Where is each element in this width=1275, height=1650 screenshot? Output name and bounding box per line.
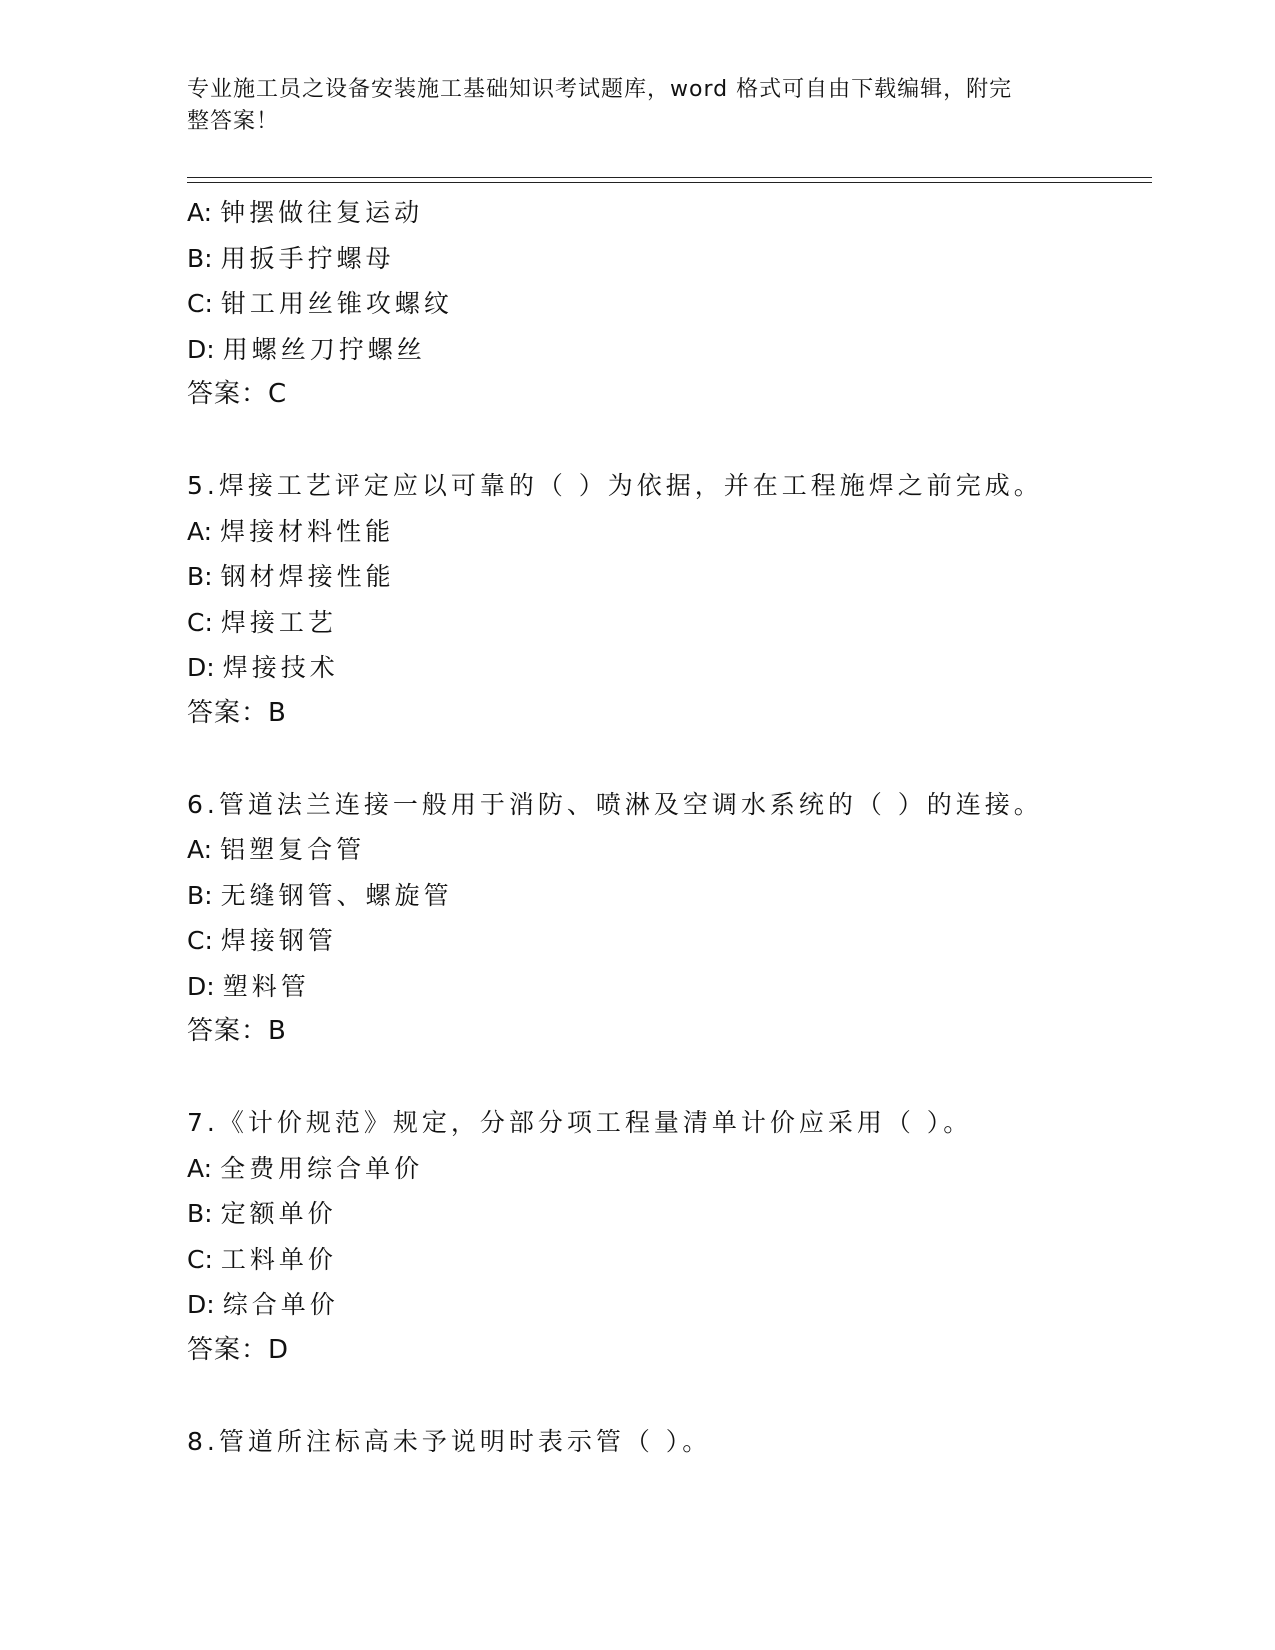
option-letter: D: [187, 1290, 215, 1319]
option-text: 定额单价 [220, 1199, 337, 1228]
question-text: 7.《计价规范》规定，分部分项工程量清单计价应采用（ ）。 [187, 1108, 973, 1137]
option-text: 钟摆做往复运动 [220, 198, 424, 227]
option-letter: A: [187, 1153, 213, 1183]
option-b [187, 1191, 1147, 1237]
option-text: 铝塑复合管 [220, 835, 366, 864]
answer-line: 答案：B [187, 697, 287, 728]
option-letter: D: [187, 653, 215, 682]
header-line-1: 专业施工员之设备安装施工基础知识考试题库，word 格式可自由下载编辑，附完 [187, 77, 1013, 102]
option-text: 用扳手拧螺母 [220, 243, 395, 273]
question-block [187, 1100, 1147, 1419]
option-letter: B: [187, 243, 213, 273]
option-text: 全费用综合单价 [220, 1153, 424, 1183]
option-text: 焊接材料性能 [220, 516, 395, 546]
question-list [187, 190, 1147, 1464]
header-divider-bottom [187, 182, 1152, 183]
option-letter: D: [187, 971, 215, 1001]
option-d [187, 645, 1147, 691]
option-c [187, 600, 1147, 646]
block-spacer [187, 1373, 1147, 1419]
answer-line: 答案：C [187, 379, 288, 409]
option-c [187, 918, 1147, 964]
question-block [187, 1419, 1147, 1465]
option-a [187, 827, 1147, 873]
option-b [187, 554, 1147, 600]
question-text: 6.管道法兰连接一般用于消防、喷淋及空调水系统的（ ）的连接。 [187, 789, 1043, 819]
option-letter: C: [187, 607, 213, 637]
option-text: 塑料管 [222, 971, 310, 1001]
option-b [187, 236, 1147, 282]
option-a [187, 190, 1147, 236]
question-block [187, 463, 1147, 782]
question-text: 5.焊接工艺评定应以可靠的（ ）为依据，并在工程施焊之前完成。 [187, 471, 1043, 500]
option-letter: A: [187, 198, 213, 227]
answer-line: 答案：D [187, 1334, 290, 1365]
option-letter: C: [187, 1244, 213, 1274]
option-d [187, 1282, 1147, 1328]
option-letter: B: [187, 562, 213, 591]
option-letter: C: [187, 926, 213, 955]
option-text: 焊接技术 [222, 653, 339, 682]
block-spacer [187, 736, 1147, 782]
option-text: 钢材焊接性能 [220, 562, 395, 591]
option-letter: A: [187, 516, 213, 546]
option-letter: A: [187, 835, 213, 864]
option-letter: C: [187, 289, 213, 318]
option-text: 钳工用丝锥攻螺纹 [220, 289, 453, 318]
option-letter: B: [187, 880, 213, 910]
option-c [187, 1237, 1147, 1283]
option-text: 工料单价 [220, 1244, 337, 1274]
option-text: 用螺丝刀拧螺丝 [222, 334, 426, 364]
option-c [187, 281, 1147, 327]
option-d [187, 964, 1147, 1010]
block-spacer [187, 418, 1147, 464]
option-letter: B: [187, 1199, 213, 1228]
header-line-2: 整答案！ [187, 109, 280, 134]
header-divider-top [187, 177, 1152, 178]
option-d [187, 327, 1147, 373]
option-letter: D: [187, 334, 215, 364]
option-text: 焊接工艺 [220, 607, 337, 637]
answer-line: 答案：B [187, 1016, 287, 1046]
option-text: 焊接钢管 [220, 926, 337, 955]
document-header [187, 74, 1067, 138]
option-a [187, 509, 1147, 555]
option-text: 无缝钢管、螺旋管 [220, 880, 453, 910]
question-text: 8.管道所注标高未予说明时表示管（ ）。 [187, 1426, 712, 1456]
block-spacer [187, 1055, 1147, 1101]
option-a [187, 1146, 1147, 1192]
question-block [187, 782, 1147, 1101]
option-text: 综合单价 [222, 1290, 339, 1319]
option-b [187, 873, 1147, 919]
question-block [187, 190, 1147, 463]
